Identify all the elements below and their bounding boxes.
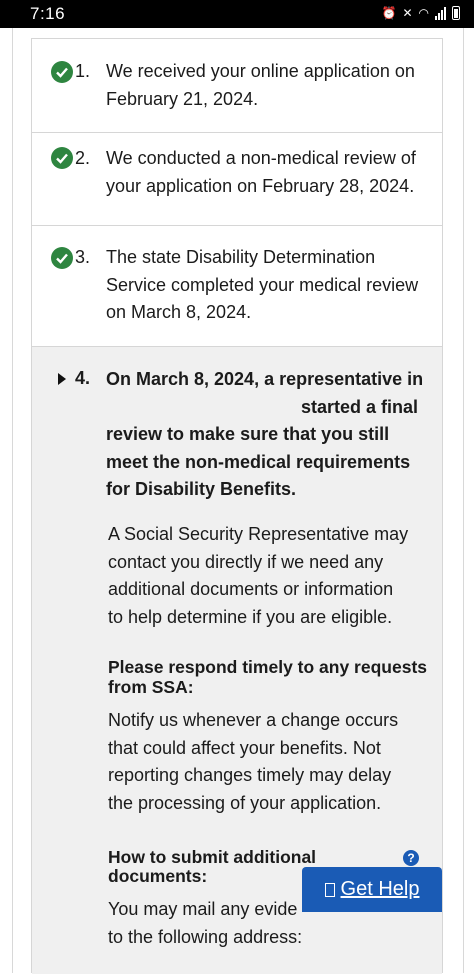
- paragraph-line: You may mail any evide: [108, 899, 298, 919]
- subheading-line: Please respond timely to any requests: [108, 657, 428, 677]
- step-heading: [106, 366, 428, 504]
- step-text: [106, 145, 428, 200]
- paragraph-line: to the following address:: [108, 926, 303, 947]
- paragraph-line: that could affect your benefits. Not: [108, 737, 381, 758]
- step-number: 1.: [75, 61, 91, 81]
- heading-line: review to make sure that you still: [106, 424, 390, 444]
- status-time: 7:16: [30, 4, 66, 23]
- heading-line: On March 8, 2024, a representative in: [106, 369, 424, 389]
- page-edge-right: [463, 28, 464, 973]
- redacted-text: [106, 401, 296, 415]
- question-circle-icon[interactable]: ?: [403, 850, 419, 866]
- battery-icon: [452, 6, 460, 20]
- status-icons: [382, 6, 461, 20]
- paragraph-line: Notify us whenever a change occurs: [108, 710, 399, 730]
- step4-paragraph-2: [108, 707, 428, 817]
- check-circle-icon: [51, 147, 73, 169]
- step-1: [32, 39, 442, 133]
- subheading-line: from SSA:: [108, 677, 194, 697]
- step-number: 3.: [75, 247, 91, 267]
- heading-line-tail: started a final: [301, 396, 419, 417]
- get-help-label: Get Help: [340, 878, 420, 900]
- signal-icon: [435, 7, 446, 20]
- paragraph-line: reporting changes timely may delay: [108, 765, 392, 785]
- subheading-line: How to submit additional: [108, 847, 317, 867]
- step4-subheading-1: [108, 657, 428, 697]
- paragraph-line: to help determine if you are eligible.: [108, 606, 393, 627]
- step-text: [106, 58, 428, 113]
- step-line: February 21, 2024.: [106, 88, 259, 109]
- check-circle-icon: [51, 247, 73, 269]
- paragraph-line: contact you directly if we need any: [108, 551, 384, 572]
- get-help-button[interactable]: [302, 867, 442, 912]
- help-doc-icon: [325, 883, 335, 897]
- subheading-line: documents:: [108, 866, 208, 886]
- step-line: your application on February 28, 2024.: [106, 175, 415, 196]
- paragraph-line: the processing of your application.: [108, 792, 382, 813]
- step-text: [106, 244, 428, 327]
- heading-line: for Disability Benefits.: [106, 479, 297, 499]
- step4-paragraph-1: [108, 521, 428, 631]
- paragraph-line: additional documents or information: [108, 579, 394, 599]
- step-line: We received your online application on: [106, 61, 415, 81]
- heading-line: meet the non-medical requirements: [106, 451, 411, 472]
- status-steps-card: [31, 38, 443, 973]
- status-bar: [0, 0, 474, 28]
- step-number: 4.: [75, 368, 91, 388]
- page-edge-left: [12, 28, 13, 973]
- step-line: We conducted a non-medical review of: [106, 148, 416, 168]
- check-circle-icon: [51, 61, 73, 83]
- alarm-icon: ⏰: [381, 6, 397, 20]
- step-line: on March 8, 2024.: [106, 302, 252, 322]
- step-line: The state Disability Determination: [106, 247, 376, 267]
- step-2: [32, 133, 442, 226]
- wifi-icon: ◠: [418, 6, 429, 20]
- step-number: 2.: [75, 148, 91, 168]
- step-3: [32, 226, 442, 347]
- heading-line: [106, 394, 428, 422]
- caret-right-icon[interactable]: [58, 373, 66, 385]
- mute-icon: ✕: [402, 6, 413, 20]
- paragraph-line: A Social Security Representative may: [108, 524, 409, 544]
- step-line: Service completed your medical review: [106, 274, 419, 295]
